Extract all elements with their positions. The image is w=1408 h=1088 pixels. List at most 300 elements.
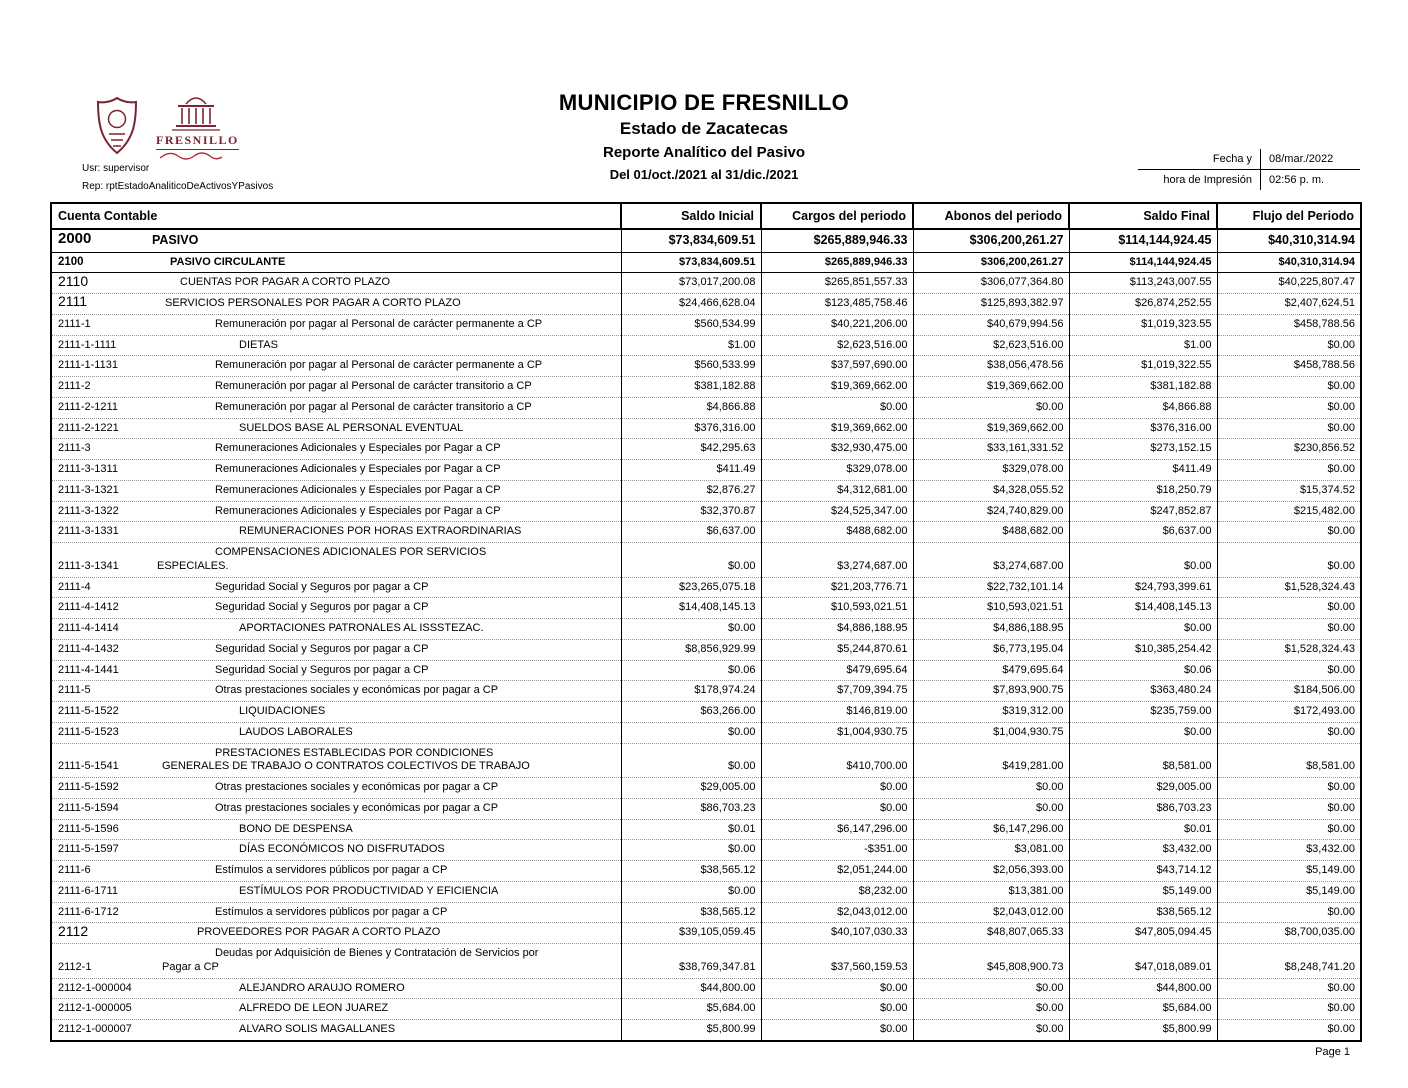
cell-cargos-periodo: $0.00: [761, 798, 913, 819]
account-desc: Estímulos a servidores públicos por pagar a CP: [215, 905, 448, 918]
cell-cargos-periodo: $40,221,206.00: [761, 314, 913, 335]
cell-saldo-inicial: $1.00: [621, 335, 761, 356]
table-row: [51, 460, 1361, 481]
account-code: 2111-5-1596: [58, 822, 119, 835]
cell-cargos-periodo: $4,886,188.95: [761, 619, 913, 640]
account-code: 2111-3: [58, 442, 91, 455]
table-row: [51, 501, 1361, 522]
cell-saldo-final: $5,149.00: [1069, 881, 1217, 902]
account-cell: [51, 543, 621, 578]
account-code: 2111-5-1523: [58, 725, 119, 738]
cell-flujo-periodo: $5,149.00: [1217, 861, 1361, 882]
cell-saldo-inicial: $5,800.99: [621, 1020, 761, 1041]
account-code: 2111-3-1341: [58, 559, 119, 572]
cell-flujo-periodo: $5,149.00: [1217, 881, 1361, 902]
print-time-row: [1138, 169, 1360, 190]
account-code: 2111-3-1311: [58, 463, 118, 476]
cell-cargos-periodo: $21,203,776.71: [761, 577, 913, 598]
cell-abonos-periodo: $319,312.00: [913, 702, 1069, 723]
account-cell: [51, 861, 621, 882]
cell-abonos-periodo: $45,808,900.73: [913, 944, 1069, 979]
account-cell: [51, 229, 621, 252]
account-desc: Deudas por Adquisición de Bienes y Contratación de Servicios por: [215, 947, 539, 960]
cell-flujo-periodo: $0.00: [1217, 978, 1361, 999]
account-cell: [51, 1020, 621, 1041]
cell-cargos-periodo: $19,369,662.00: [761, 418, 913, 439]
account-desc: Remuneraciones Adicionales y Especiales por Pagar a CP: [215, 483, 501, 496]
cell-abonos-periodo: $3,081.00: [913, 840, 1069, 861]
cell-abonos-periodo: $38,056,478.56: [913, 356, 1069, 377]
cell-cargos-periodo: $479,695.64: [761, 660, 913, 681]
account-desc: Otras prestaciones sociales y económicas por pagar a CP: [215, 781, 499, 794]
cell-abonos-periodo: $479,695.64: [913, 660, 1069, 681]
account-code: 2110: [58, 272, 89, 289]
cell-saldo-final: $411.49: [1069, 460, 1217, 481]
account-code: 2111-5: [58, 684, 91, 697]
cell-flujo-periodo: $0.00: [1217, 722, 1361, 743]
cell-cargos-periodo: $0.00: [761, 778, 913, 799]
cell-cargos-periodo: $265,889,946.33: [761, 252, 913, 273]
cell-flujo-periodo: $215,482.00: [1217, 501, 1361, 522]
cell-flujo-periodo: $0.00: [1217, 619, 1361, 640]
cell-abonos-periodo: $3,274,687.00: [913, 543, 1069, 578]
account-code: 2111-2-1221: [58, 421, 119, 434]
account-desc: Remuneraciones Adicionales y Especiales por Pagar a CP: [215, 442, 501, 455]
cell-saldo-final: $0.01: [1069, 819, 1217, 840]
report-meta: [82, 163, 273, 199]
account-desc: Seguridad Social y Seguros por pagar a CP: [215, 580, 429, 593]
cell-flujo-periodo: $0.00: [1217, 418, 1361, 439]
account-desc: Estímulos a servidores públicos por pagar a CP: [215, 864, 448, 877]
table-row: [51, 798, 1361, 819]
account-cell: [51, 294, 621, 315]
table-row: [51, 660, 1361, 681]
account-cell: [51, 397, 621, 418]
account-code: 2111-6-1711: [58, 884, 118, 897]
account-code: 2111-1: [58, 317, 91, 330]
cell-saldo-final: $381,182.88: [1069, 377, 1217, 398]
cell-saldo-inicial: $411.49: [621, 460, 761, 481]
cell-flujo-periodo: $184,506.00: [1217, 681, 1361, 702]
cell-cargos-periodo: $37,560,159.53: [761, 944, 913, 979]
cell-flujo-periodo: $40,225,807.47: [1217, 273, 1361, 294]
cell-cargos-periodo: $3,274,687.00: [761, 543, 913, 578]
cell-saldo-inicial: $0.00: [621, 743, 761, 778]
cell-saldo-final: $1,019,323.55: [1069, 314, 1217, 335]
print-date-row: [1138, 149, 1360, 169]
cell-flujo-periodo: $1,528,324.43: [1217, 577, 1361, 598]
cell-abonos-periodo: $13,381.00: [913, 881, 1069, 902]
account-code: 2111-4-1441: [58, 663, 119, 676]
account-cell: [51, 418, 621, 439]
col-cuenta-contable: Cuenta Contable: [51, 203, 621, 229]
cell-saldo-final: $114,144,924.45: [1069, 229, 1217, 252]
cell-cargos-periodo: $0.00: [761, 397, 913, 418]
account-code: 2111-3-1322: [58, 504, 119, 517]
account-code: 2111-3-1331: [58, 525, 119, 538]
account-desc: PROVEEDORES POR PAGAR A CORTO PLAZO: [197, 926, 441, 939]
cell-abonos-periodo: $2,623,516.00: [913, 335, 1069, 356]
account-code: 2111-5-1597: [58, 843, 119, 856]
cell-saldo-inicial: $0.00: [621, 722, 761, 743]
account-code: 2111-1-1111: [58, 338, 117, 351]
cell-abonos-periodo: $306,200,261.27: [913, 229, 1069, 252]
cell-saldo-final: $376,316.00: [1069, 418, 1217, 439]
table-row: [51, 397, 1361, 418]
cell-saldo-final: $363,480.24: [1069, 681, 1217, 702]
table-row: [51, 598, 1361, 619]
account-desc: DIETAS: [239, 338, 278, 351]
account-desc: PASIVO CIRCULANTE: [170, 255, 286, 268]
cell-saldo-final: $26,874,252.55: [1069, 294, 1217, 315]
cell-cargos-periodo: $265,889,946.33: [761, 229, 913, 252]
account-desc: SUELDOS BASE AL PERSONAL EVENTUAL: [239, 421, 464, 434]
cell-saldo-final: $1.00: [1069, 335, 1217, 356]
account-cell: [51, 722, 621, 743]
cell-saldo-inicial: $560,533.99: [621, 356, 761, 377]
cell-cargos-periodo: $2,623,516.00: [761, 335, 913, 356]
cell-saldo-final: $113,243,007.55: [1069, 273, 1217, 294]
col-cargos-periodo: Cargos del periodo: [761, 203, 913, 229]
cell-abonos-periodo: $40,679,994.56: [913, 314, 1069, 335]
cell-saldo-inicial: $381,182.88: [621, 377, 761, 398]
cell-abonos-periodo: $19,369,662.00: [913, 418, 1069, 439]
cell-abonos-periodo: $7,893,900.75: [913, 681, 1069, 702]
account-cell: [51, 639, 621, 660]
account-code: 2111-5-1592: [58, 781, 119, 794]
cell-saldo-inicial: $178,974.24: [621, 681, 761, 702]
table-row: [51, 294, 1361, 315]
cell-cargos-periodo: $0.00: [761, 1020, 913, 1041]
cell-saldo-final: $4,866.88: [1069, 397, 1217, 418]
cell-flujo-periodo: $2,407,624.51: [1217, 294, 1361, 315]
cell-saldo-final: $18,250.79: [1069, 480, 1217, 501]
table-row: [51, 881, 1361, 902]
cell-saldo-final: $47,018,089.01: [1069, 944, 1217, 979]
cell-saldo-final: $38,565.12: [1069, 902, 1217, 923]
cell-abonos-periodo: $22,732,101.14: [913, 577, 1069, 598]
cell-saldo-inicial: $32,370.87: [621, 501, 761, 522]
print-date-value: 08/mar./2022: [1260, 149, 1360, 169]
account-code: 2111-4-1432: [58, 642, 119, 655]
table-row: [51, 543, 1361, 578]
account-code: 2111-2: [58, 380, 91, 393]
logo-wordmark: FRESNILLO: [156, 133, 239, 150]
account-cell: [51, 819, 621, 840]
table-row: [51, 335, 1361, 356]
cell-cargos-periodo: $2,043,012.00: [761, 902, 913, 923]
table-row: [51, 639, 1361, 660]
cell-saldo-inicial: $4,866.88: [621, 397, 761, 418]
cell-saldo-final: $114,144,924.45: [1069, 252, 1217, 273]
cell-saldo-inicial: $42,295.63: [621, 439, 761, 460]
cell-saldo-final: $273,152.15: [1069, 439, 1217, 460]
cell-flujo-periodo: $8,248,741.20: [1217, 944, 1361, 979]
account-desc: PRESTACIONES ESTABLECIDAS POR CONDICIONES: [215, 746, 494, 759]
cell-saldo-final: $10,385,254.42: [1069, 639, 1217, 660]
account-cell: [51, 480, 621, 501]
account-desc: Otras prestaciones sociales y económicas por pagar a CP: [215, 801, 499, 814]
cell-abonos-periodo: $0.00: [913, 397, 1069, 418]
cell-saldo-final: $24,793,399.61: [1069, 577, 1217, 598]
cell-saldo-inicial: $0.00: [621, 840, 761, 861]
cell-saldo-inicial: $0.00: [621, 619, 761, 640]
cell-cargos-periodo: $0.00: [761, 999, 913, 1020]
cell-cargos-periodo: $265,851,557.33: [761, 273, 913, 294]
table-row: [51, 252, 1361, 273]
account-cell: [51, 660, 621, 681]
cell-saldo-inicial: $376,316.00: [621, 418, 761, 439]
account-desc: SERVICIOS PERSONALES POR PAGAR A CORTO PLAZO: [165, 297, 461, 310]
table-row: [51, 944, 1361, 979]
account-code: 2112-1-000004: [58, 981, 132, 994]
table-row: [51, 439, 1361, 460]
cell-saldo-final: $29,005.00: [1069, 778, 1217, 799]
account-cell: [51, 577, 621, 598]
cell-abonos-periodo: $0.00: [913, 1020, 1069, 1041]
account-desc: CUENTAS POR PAGAR A CORTO PLAZO: [180, 276, 391, 289]
cell-cargos-periodo: $19,369,662.00: [761, 377, 913, 398]
cell-cargos-periodo: $1,004,930.75: [761, 722, 913, 743]
cell-saldo-inicial: $0.00: [621, 543, 761, 578]
cell-saldo-inicial: $0.00: [621, 881, 761, 902]
account-cell: [51, 702, 621, 723]
cell-abonos-periodo: $0.00: [913, 999, 1069, 1020]
cell-abonos-periodo: $10,593,021.51: [913, 598, 1069, 619]
account-desc: Remuneración por pagar al Personal de carácter permanente a CP: [215, 317, 543, 330]
account-desc: LIQUIDACIONES: [239, 705, 326, 718]
account-code: 2111-5-1541: [58, 760, 119, 773]
account-cell: [51, 501, 621, 522]
account-cell: [51, 377, 621, 398]
cell-flujo-periodo: $0.00: [1217, 660, 1361, 681]
cell-saldo-inicial: $38,565.12: [621, 861, 761, 882]
account-cell: [51, 999, 621, 1020]
cell-cargos-periodo: $5,244,870.61: [761, 639, 913, 660]
cell-saldo-inicial: $73,834,609.51: [621, 252, 761, 273]
cell-saldo-inicial: $73,834,609.51: [621, 229, 761, 252]
cell-saldo-final: $14,408,145.13: [1069, 598, 1217, 619]
account-desc: LAUDOS LABORALES: [239, 725, 353, 738]
cell-flujo-periodo: $0.00: [1217, 377, 1361, 398]
cell-saldo-final: $43,714.12: [1069, 861, 1217, 882]
account-cell: [51, 778, 621, 799]
table-row: [51, 1020, 1361, 1041]
cell-saldo-final: $247,852.87: [1069, 501, 1217, 522]
col-saldo-inicial: Saldo Inicial: [621, 203, 761, 229]
table-row: [51, 229, 1361, 252]
account-desc: Remuneraciones Adicionales y Especiales por Pagar a CP: [215, 463, 501, 476]
cell-saldo-inicial: $86,703.23: [621, 798, 761, 819]
account-desc: APORTACIONES PATRONALES AL ISSSTEZAC.: [239, 622, 484, 635]
account-code: 2111-2-1211: [58, 400, 118, 413]
cell-flujo-periodo: $40,310,314.94: [1217, 252, 1361, 273]
account-desc: ESTÍMULOS POR PRODUCTIVIDAD Y EFICIENCIA: [239, 884, 499, 897]
cell-flujo-periodo: $0.00: [1217, 598, 1361, 619]
cell-saldo-inicial: $23,265,075.18: [621, 577, 761, 598]
account-code: 2112-1-000007: [58, 1023, 132, 1036]
table-header-row: [51, 203, 1361, 229]
cell-flujo-periodo: $0.00: [1217, 902, 1361, 923]
table-row: [51, 273, 1361, 294]
cell-abonos-periodo: $0.00: [913, 978, 1069, 999]
cell-saldo-inicial: $0.06: [621, 660, 761, 681]
account-cell: [51, 743, 621, 778]
account-code: 2111-4: [58, 580, 91, 593]
cell-saldo-inicial: $38,565.12: [621, 902, 761, 923]
account-cell: [51, 273, 621, 294]
account-code: 2112: [58, 922, 89, 939]
cell-abonos-periodo: $2,043,012.00: [913, 902, 1069, 923]
cell-abonos-periodo: $419,281.00: [913, 743, 1069, 778]
account-cell: [51, 978, 621, 999]
account-code: 2111-6-1712: [58, 905, 119, 918]
cell-saldo-inicial: $5,684.00: [621, 999, 761, 1020]
account-desc: Seguridad Social y Seguros por pagar a CP: [215, 601, 429, 614]
account-code: 2111-5-1594: [58, 801, 119, 814]
table-row: [51, 840, 1361, 861]
cell-flujo-periodo: $172,493.00: [1217, 702, 1361, 723]
account-desc: ESPECIALES.: [157, 559, 229, 572]
cell-flujo-periodo: $0.00: [1217, 1020, 1361, 1041]
account-desc: ALVARO SOLIS MAGALLANES: [239, 1023, 396, 1036]
cell-saldo-inicial: $2,876.27: [621, 480, 761, 501]
cell-cargos-periodo: $488,682.00: [761, 522, 913, 543]
account-desc: Seguridad Social y Seguros por pagar a CP: [215, 642, 429, 655]
account-desc: Remuneración por pagar al Personal de carácter transitorio a CP: [215, 400, 532, 413]
cell-cargos-periodo: $329,078.00: [761, 460, 913, 481]
cell-flujo-periodo: $0.00: [1217, 335, 1361, 356]
cell-saldo-final: $0.06: [1069, 660, 1217, 681]
cell-saldo-inicial: $560,534.99: [621, 314, 761, 335]
page-number: Page 1: [1315, 1046, 1350, 1058]
cell-cargos-periodo: $10,593,021.51: [761, 598, 913, 619]
page-title: MUNICIPIO DE FRESNILLO: [558, 90, 850, 115]
cell-saldo-inicial: $24,466,628.04: [621, 294, 761, 315]
account-code: 2111-4-1414: [58, 622, 119, 635]
cell-flujo-periodo: $0.00: [1217, 460, 1361, 481]
table-row: [51, 819, 1361, 840]
cell-saldo-final: $6,637.00: [1069, 522, 1217, 543]
cell-saldo-inicial: $39,105,059.45: [621, 923, 761, 944]
table-row: [51, 923, 1361, 944]
cell-flujo-periodo: $458,788.56: [1217, 314, 1361, 335]
col-abonos-periodo: Abonos del periodo: [913, 203, 1069, 229]
user-label: Usr: supervisor: [82, 163, 150, 174]
cell-saldo-final: $44,800.00: [1069, 978, 1217, 999]
cell-cargos-periodo: -$351.00: [761, 840, 913, 861]
cell-saldo-final: $3,432.00: [1069, 840, 1217, 861]
account-cell: [51, 840, 621, 861]
account-desc: ALEJANDRO ARAUJO ROMERO: [239, 981, 405, 994]
cell-flujo-periodo: $8,581.00: [1217, 743, 1361, 778]
table-row: [51, 418, 1361, 439]
report-table: [50, 202, 1362, 1042]
account-cell: [51, 798, 621, 819]
account-code: 2112-1-000005: [58, 1002, 132, 1015]
cell-cargos-periodo: $8,232.00: [761, 881, 913, 902]
cell-flujo-periodo: $1,528,324.43: [1217, 639, 1361, 660]
cell-abonos-periodo: $306,200,261.27: [913, 252, 1069, 273]
account-cell: [51, 460, 621, 481]
report-id-label: Rep: rptEstadoAnaliticoDeActivosYPasivos: [82, 181, 274, 192]
account-cell: [51, 881, 621, 902]
table-row: [51, 377, 1361, 398]
cell-saldo-final: $0.00: [1069, 543, 1217, 578]
cell-flujo-periodo: $0.00: [1217, 999, 1361, 1020]
cell-flujo-periodo: $458,788.56: [1217, 356, 1361, 377]
account-cell: [51, 923, 621, 944]
table-row: [51, 577, 1361, 598]
cell-flujo-periodo: $40,310,314.94: [1217, 229, 1361, 252]
cell-saldo-inicial: $63,266.00: [621, 702, 761, 723]
account-desc: REMUNERACIONES POR HORAS EXTRAORDINARIAS: [239, 525, 522, 538]
cell-flujo-periodo: $0.00: [1217, 543, 1361, 578]
report-name: Reporte Analítico del Pasivo: [603, 144, 805, 161]
table-row: [51, 314, 1361, 335]
cell-flujo-periodo: $0.00: [1217, 522, 1361, 543]
account-cell: [51, 681, 621, 702]
cell-saldo-inicial: $44,800.00: [621, 978, 761, 999]
cell-saldo-inicial: $29,005.00: [621, 778, 761, 799]
cell-saldo-final: $0.00: [1069, 619, 1217, 640]
cell-cargos-periodo: $123,485,758.46: [761, 294, 913, 315]
account-cell: [51, 252, 621, 273]
account-code: 2111-5-1522: [58, 705, 119, 718]
table-row: [51, 522, 1361, 543]
cell-flujo-periodo: $3,432.00: [1217, 840, 1361, 861]
cell-cargos-periodo: $2,051,244.00: [761, 861, 913, 882]
cell-cargos-periodo: $146,819.00: [761, 702, 913, 723]
cell-saldo-inicial: $14,408,145.13: [621, 598, 761, 619]
account-code: 2000: [58, 229, 92, 247]
cell-cargos-periodo: $32,930,475.00: [761, 439, 913, 460]
account-code: 2111: [58, 293, 88, 310]
cell-abonos-periodo: $488,682.00: [913, 522, 1069, 543]
cell-abonos-periodo: $4,328,055.52: [913, 480, 1069, 501]
cell-abonos-periodo: $306,077,364.80: [913, 273, 1069, 294]
col-saldo-final: Saldo Final: [1069, 203, 1217, 229]
account-desc: Remuneración por pagar al Personal de carácter transitorio a CP: [215, 380, 532, 393]
account-code: 2112-1: [58, 960, 92, 973]
cell-cargos-periodo: $410,700.00: [761, 743, 913, 778]
table-row: [51, 480, 1361, 501]
account-desc: Seguridad Social y Seguros por pagar a CP: [215, 663, 429, 676]
report-table-body: [51, 229, 1361, 1041]
cell-saldo-final: $5,684.00: [1069, 999, 1217, 1020]
cell-saldo-final: $0.00: [1069, 722, 1217, 743]
cell-flujo-periodo: $0.00: [1217, 819, 1361, 840]
cell-abonos-periodo: $125,893,382.97: [913, 294, 1069, 315]
table-row: [51, 681, 1361, 702]
cell-abonos-periodo: $6,147,296.00: [913, 819, 1069, 840]
account-code: 2111-3-1321: [58, 483, 119, 496]
account-desc: COMPENSACIONES ADICIONALES POR SERVICIOS: [215, 546, 487, 559]
col-flujo-periodo: Flujo del Periodo: [1217, 203, 1361, 229]
cell-saldo-inicial: $8,856,929.99: [621, 639, 761, 660]
cell-abonos-periodo: $4,886,188.95: [913, 619, 1069, 640]
cell-saldo-inicial: $73,017,200.08: [621, 273, 761, 294]
table-row: [51, 999, 1361, 1020]
cell-abonos-periodo: $2,056,393.00: [913, 861, 1069, 882]
account-code: 2111-1-1131: [58, 359, 118, 372]
cell-abonos-periodo: $0.00: [913, 798, 1069, 819]
account-cell: [51, 314, 621, 335]
table-row: [51, 978, 1361, 999]
account-desc: BONO DE DESPENSA: [239, 822, 353, 835]
account-desc: PASIVO: [152, 233, 199, 247]
cell-cargos-periodo: $40,107,030.33: [761, 923, 913, 944]
